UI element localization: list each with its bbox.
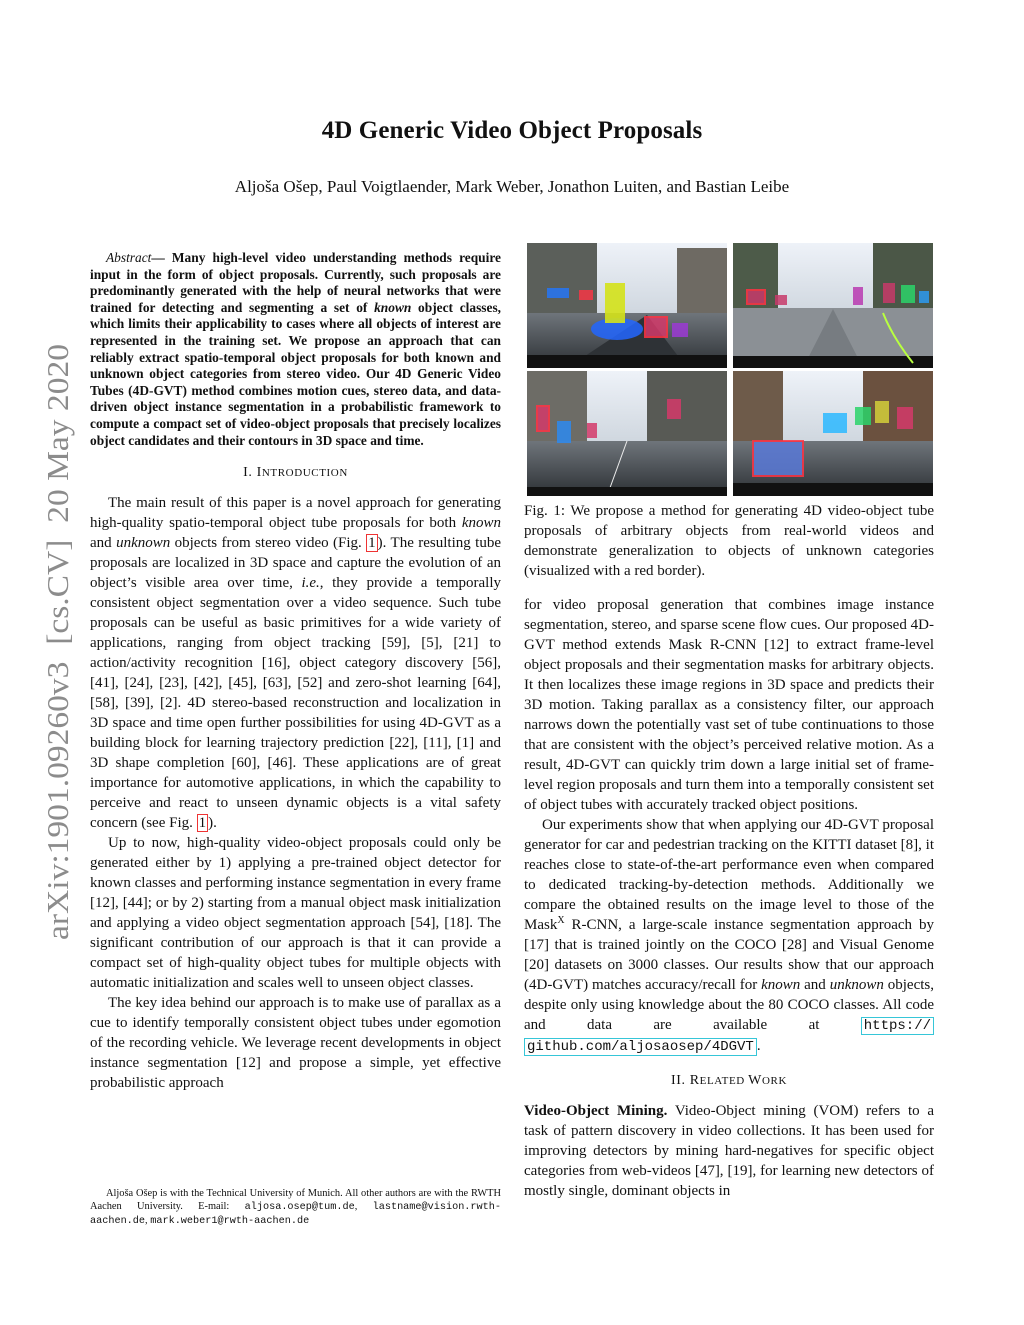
section-smallcaps: ORK xyxy=(761,1075,788,1087)
intro-known: known xyxy=(461,515,501,532)
intro-paragraph-1 xyxy=(90,493,501,833)
figure-1-image-grid xyxy=(527,243,933,496)
left-column xyxy=(90,250,501,1093)
abstract-dash: — xyxy=(151,250,165,265)
section-smallcaps: NTRODUCTION xyxy=(261,467,348,480)
right-unknown: unknown xyxy=(829,977,884,993)
run-in-heading: Video-Object Mining. xyxy=(524,1103,668,1119)
right-paragraph-1: for video proposal generation that combines image instance segmentation, stereo, and sparse scene flow cues. Our proposed 4D-GVT method extends Mask R-CNN [12] to extract frame-level object proposals and their segmentation masks for arbitrary objects. It then localizes these image regions in 3D space and predicts their 3D motion. Taking parallax as a consistency filter, our approach narrows down the potentially vast set of tube continuations to those that are consistent with the object’s perceived relative motion. As a result, 4D-GVT can quickly trim down a large initial set of frame-level region proposals and turn them into a temporally consistent set of object tubes with accurately tracked object positions. xyxy=(524,597,934,813)
figure-panel-bottom-right xyxy=(733,371,933,496)
section-cap: W xyxy=(748,1073,762,1088)
right-p2-a: Our experiments show that when applying our 4D-GVT proposal generator for car and pedestrian tracking on the KITTI dataset [8], it reaches close to state-of-the-art performance even when compared to dedicated tracking-by-detection methods. Additionally we compare the obtained results on the image level to those of the Mask xyxy=(524,817,934,933)
intro-p1-c: objects from stereo video (Fig. xyxy=(170,535,367,552)
footnote-separator: , xyxy=(145,1215,151,1226)
right-known: known xyxy=(761,977,801,993)
arxiv-identifier-text: arXiv:1901.09260v3 [cs.CV] 20 May 2020 xyxy=(40,388,75,940)
abstract-text-a: Many high-level video understanding methods require input in the form of object proposals. Currently, such proposals are predominantly generated with the help of neural networks that were trained for detecting and segmenting a set of xyxy=(90,250,501,315)
footnote-text: Aljoša Ošep is with the Technical University of Munich. All other authors are with the RWTH Aachen University. E-mail: xyxy=(90,1188,501,1212)
right-p2-d: objects, despite only using knowledge about the 80 COCO classes. All code and data are available at xyxy=(524,977,934,1033)
vom-text: Video-Object mining (VOM) refers to a task of pattern discovery in video collections. It has been used for improving detectors by mining hard-negatives for specific object categories from web-videos [47], [19], for learning new detectors of mostly single, dominant objects in xyxy=(524,1103,934,1199)
section-cap: R xyxy=(689,1073,700,1088)
intro-p1-d: ). The resulting tube proposals are localized in 3D space and capture the evolution of an object’s visible area over time, xyxy=(90,535,501,592)
section-heading-related-work xyxy=(524,1071,934,1091)
intro-ie: i.e. xyxy=(301,575,320,592)
figure-reference-link[interactable]: 1 xyxy=(198,815,207,832)
author-affiliation-footnote xyxy=(90,1187,501,1228)
right-p2-c: and xyxy=(800,977,830,993)
intro-p1-e: , they provide a temporally consistent object segmentation over a video sequence. Such tube proposals can be useful as basic primitives for a wide variety of applications, ranging from object tracking [59], [5], [21] to action/activity recognition [16], object category discovery [56], [41], [24], [23], [42], [45], [63], [52] and zero-shot learning [64], [58], [39], [2]. 4D stereo-based reconstruction and localization in 3D space and time open further possibilities for using 4D-GVT as a building block for learning trajectory prediction [22], [11], [1] and 3D shape completion [60], [46]. These applications are of great importance for automotive applications, in which the capability to perceive and react to unseen dynamic objects is a vital safety concern (see Fig. xyxy=(90,575,501,832)
intro-p1-a: The main result of this paper is a novel approach for generating high-quality spatio-temporal object tube proposals for both xyxy=(90,495,501,532)
section-number: II. xyxy=(670,1073,690,1088)
section-number: I. xyxy=(243,465,257,481)
abstract xyxy=(90,250,501,449)
email-link[interactable]: aljosa.osep@tum.de xyxy=(244,1202,355,1213)
intro-paragraph-2: Up to now, high-quality video-object proposals could only be generated either by 1) applying a pre-trained object detector for known classes and performing instance segmentation in every frame [12], [44]; or by 2) starting from a manual object mask initialization and applying a video object segmentation approach [54], [18]. The significant contribution of our approach is that it can provide a compact set of high-quality object tubes for multiple objects with automatic initialization and scales well to unseen object classes. xyxy=(90,835,501,992)
video-object-mining-paragraph xyxy=(524,1101,934,1201)
superscript-x: X xyxy=(557,915,565,926)
figure-panel-top-left xyxy=(527,243,727,368)
author-list: Aljoša Ošep, Paul Voigtlaender, Mark Weber, Jonathon Luiten, and Bastian Leibe xyxy=(234,177,790,196)
code-url-link[interactable]: github.com/aljosaosep/4DGVT xyxy=(524,1038,757,1056)
intro-p1-b: and xyxy=(90,535,117,552)
abstract-emphasis: known xyxy=(374,299,412,315)
abstract-label: Abstract xyxy=(106,250,152,265)
footnote-separator: , xyxy=(354,1201,373,1212)
paper-title: 4D Generic Video Object Proposals xyxy=(321,117,703,144)
abstract-text-b: object classes, which limits their applicability to cases where all objects of interest are represented in the training set. We propose an approach that can reliably extract spatio-temporal object proposals for both known and unknown object categories from stereo video. Our 4D Generic Video Tubes (4D-GVT) method combines motion cues, stereo data, and data-driven object instance segmentation in a probabilistic framework to compute a compact set of video-object proposals that precisely localizes object candidates and their contours in 3D space and time. xyxy=(90,299,501,448)
section-smallcaps: ELATED xyxy=(699,1075,749,1087)
right-p2-e: . xyxy=(756,1038,761,1054)
figure-panel-bottom-left xyxy=(527,371,727,496)
right-column xyxy=(524,595,934,1201)
right-p2-b: R-CNN, a large-scale instance segmentation approach by [17] that is trained jointly on the COCO [28] and Visual Genome [20] datasets on 3000 classes. Our results show that our approach (4D-GVT) matches accuracy/recall for xyxy=(524,917,934,993)
code-url-link[interactable]: https:// xyxy=(861,1017,934,1035)
intro-p1-f: ). xyxy=(208,815,217,832)
figure-panel-top-right xyxy=(733,243,933,368)
intro-paragraph-3: The key idea behind our approach is to make use of parallax as a cue to identify temporally consistent object tubes under egomotion of the recording vehicle. We leverage recent developments in object instance segmentation [12] and propose a simple, yet effective probabilistic approach xyxy=(90,995,501,1092)
figure-reference-link[interactable]: 1 xyxy=(368,535,376,552)
right-paragraph-2 xyxy=(524,815,934,1057)
email-link[interactable]: lastname@vision.rwth-aachen.de xyxy=(90,1202,501,1227)
intro-unknown: unknown xyxy=(116,535,171,552)
arxiv-identifier-stamp xyxy=(32,342,80,942)
figure-1-caption: Fig. 1: We propose a method for generating 4D video-object tube proposals of arbitrary objects from real-world videos and demonstrate generalization to objects of unknown categories (visualized with a red border). xyxy=(524,503,934,579)
email-link[interactable]: mark.weber1@rwth-aachen.de xyxy=(150,1216,310,1227)
section-cap: I xyxy=(256,465,262,481)
section-heading-introduction xyxy=(90,463,501,483)
